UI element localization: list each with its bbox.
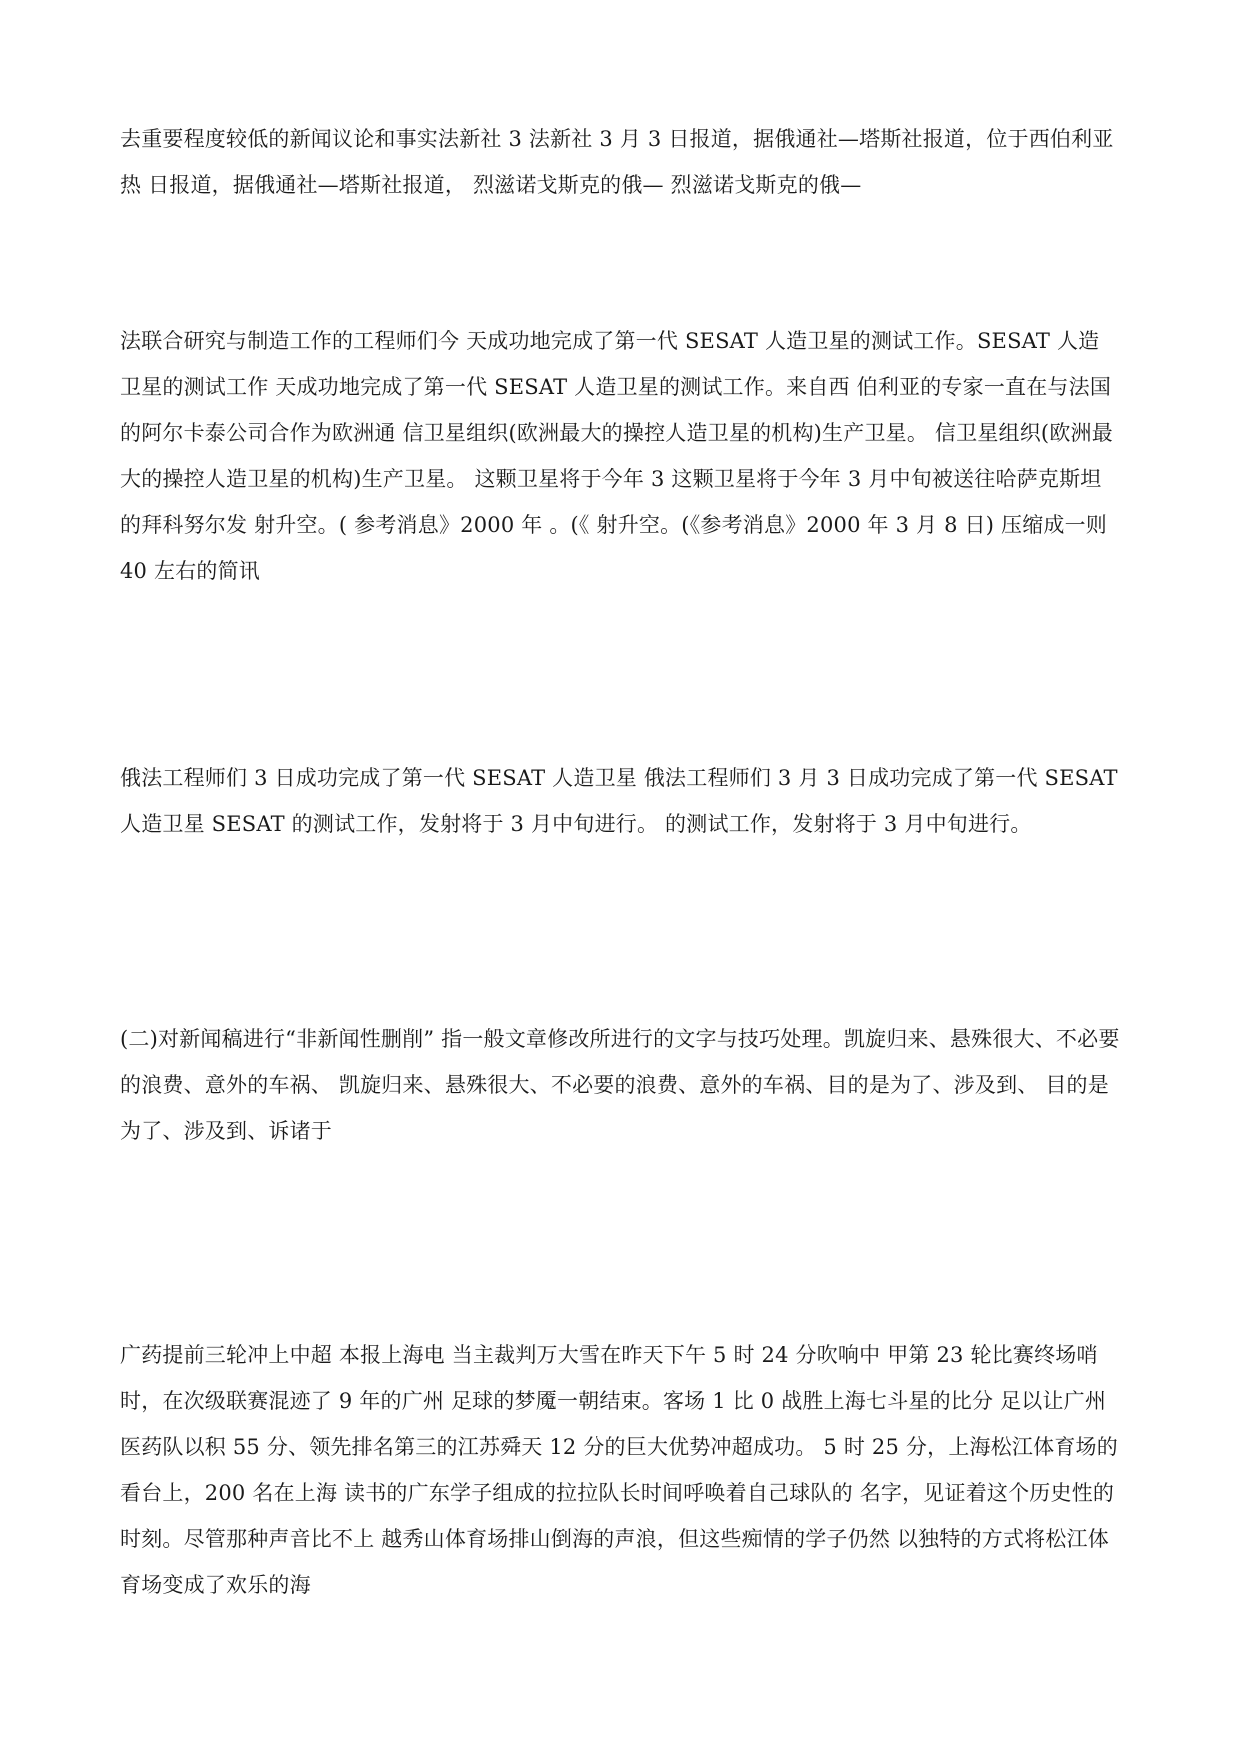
- paragraph-condensed-brief: 俄法工程师们 3 日成功完成了第一代 SESAT 人造卫星 俄法工程师们 3 月 3 日成功完成了第一代 SESAT 人造卫星 SESAT 的测试工作，发射将于 3 月中旬进行。 的测试工作，发射将于 3 月中旬进行。: [120, 766, 1118, 836]
- paragraph-news-intro: 去重要程度较低的新闻议论和事实法新社 3 法新社 3 月 3 日报道，据俄通社—塔斯社报道，位于西伯利亚热 日报道，据俄通社—塔斯社报道， 烈滋诺戈斯克的俄— 烈滋诺戈斯克的俄—: [120, 127, 1114, 197]
- paragraph-football-report: 广药提前三轮冲上中超 本报上海电 当主裁判万大雪在昨天下午 5 时 24 分吹响中 甲第 23 轮比赛终场哨时，在次级联赛混迹了 9 年的广州 足球的梦魇一朝结束。客场 1 比 0 战胜上海七斗星的比分 足以让广州医药队以积 55 分、领先排名第三的江苏舜天 12 分的巨大优势冲超成功。 5 时 25 分，上海松江体育场的看台上，200 名在上海 读书的广东学子组成的拉拉队长时间呼唤着自己球队的 名字，见证着这个历史性的时刻。尽管那种声音比不上 越秀山体育场排山倒海的声浪，但这些痴情的学子仍然 以独特的方式将松江体育场变成了欢乐的海: [120, 1343, 1118, 1597]
- paragraph-non-news-deletion: (二)对新闻稿进行“非新闻性删削” 指一般文章修改所进行的文字与技巧处理。凯旋归来、悬殊很大、不必要的浪费、意外的车祸、 凯旋归来、悬殊很大、不必要的浪费、意外的车祸、目的是为了、涉及到、 目的是为了、涉及到、诉诸于: [120, 1027, 1120, 1143]
- paragraph-satellite-report: 法联合研究与制造工作的工程师们今 天成功地完成了第一代 SESAT 人造卫星的测试工作。SESAT 人造卫星的测试工作 天成功地完成了第一代 SESAT 人造卫星的测试工作。来自西 伯利亚的专家一直在与法国的阿尔卡泰公司合作为欧洲通 信卫星组织(欧洲最大的操控人造卫星的机构)生产卫星。 信卫星组织(欧洲最大的操控人造卫星的机构)生产卫星。 这颗卫星将于今年 3 这颗卫星将于今年 3 月中旬被送往哈萨克斯坦的拜科努尔发 射升空。( 参考消息》2000 年 。(《 射升空。(《参考消息》2000 年 3 月 8 日) 压缩成一则 40 左右的简讯: [120, 329, 1113, 583]
